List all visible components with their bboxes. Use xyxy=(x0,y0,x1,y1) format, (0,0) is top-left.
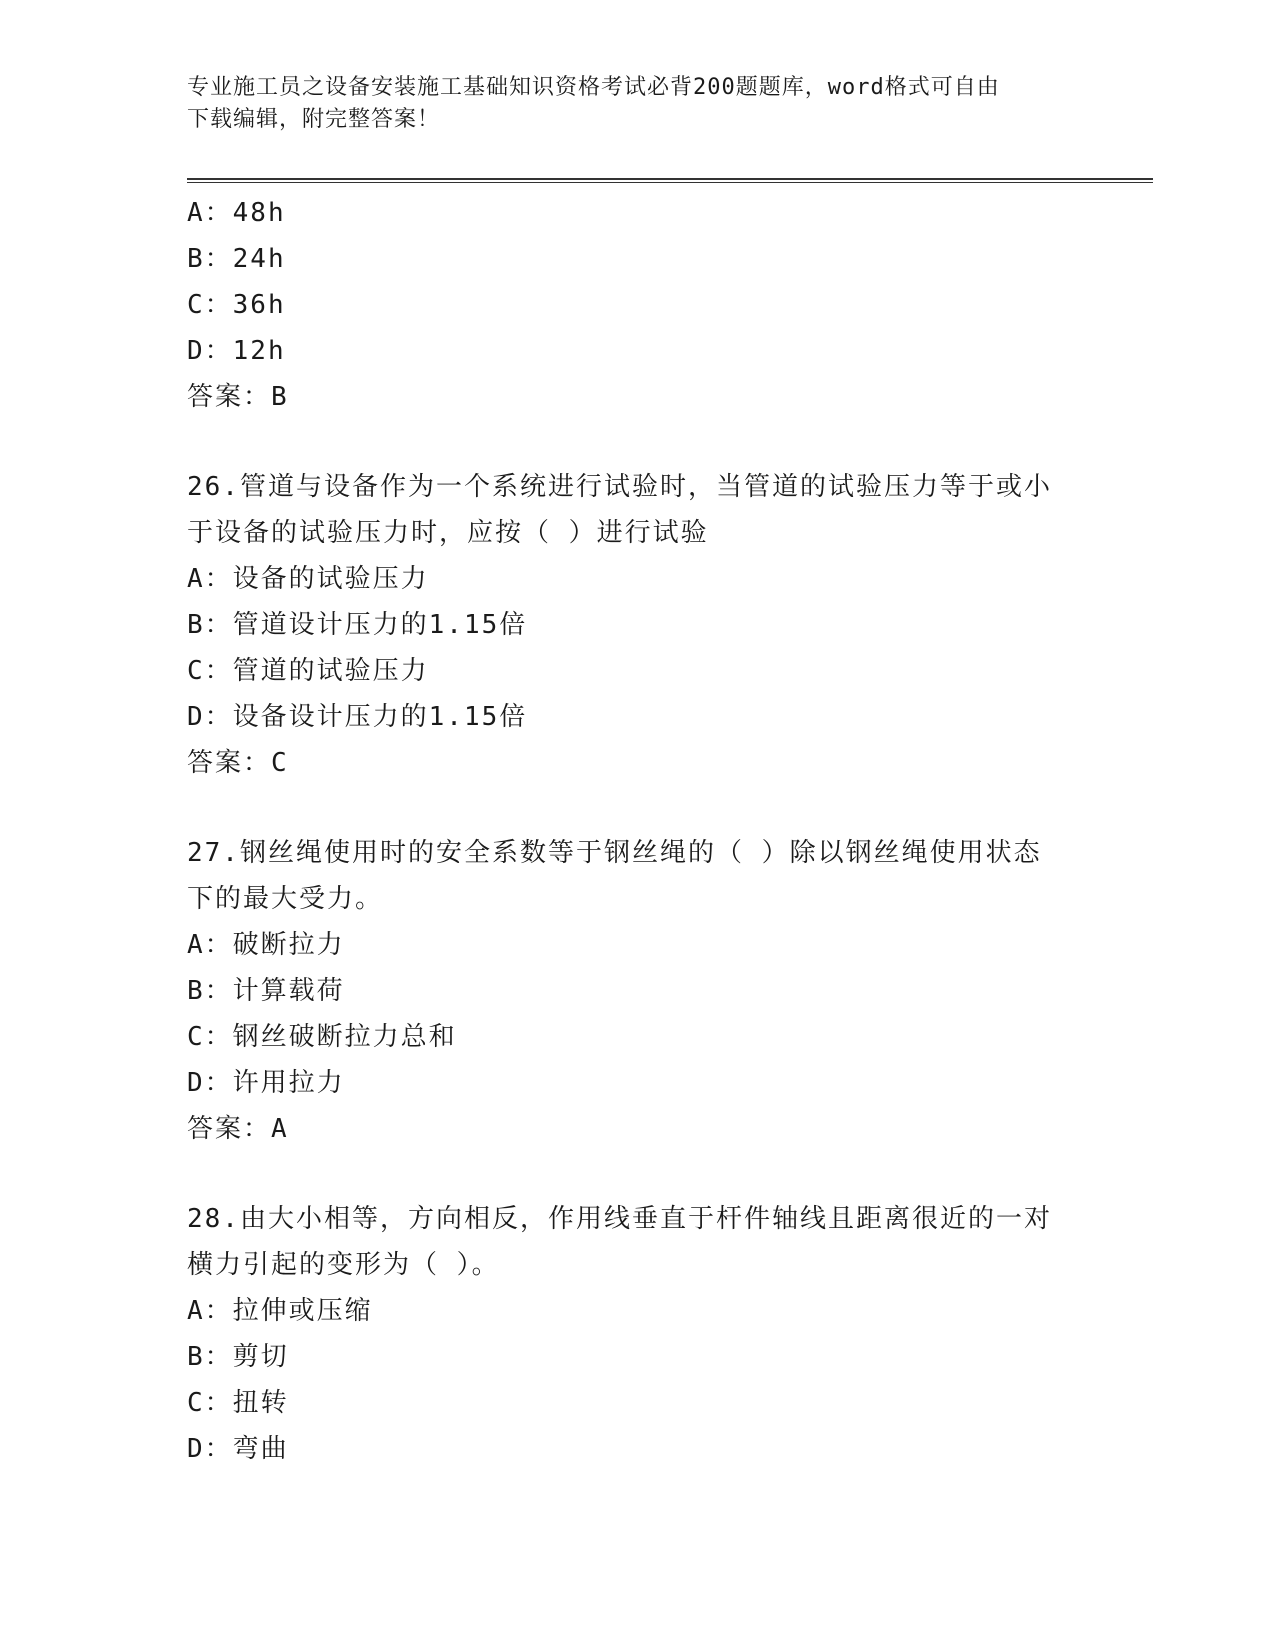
option-d: D：弯曲 xyxy=(187,1434,289,1464)
page-header xyxy=(187,72,1067,136)
option-a: A：拉伸或压缩 xyxy=(187,1296,373,1326)
header-divider xyxy=(187,178,1153,183)
option-b: B：24h xyxy=(187,244,286,274)
answer-line: 答案：A xyxy=(187,1114,289,1144)
question-27 xyxy=(187,830,1087,1152)
option-d: D：12h xyxy=(187,336,286,366)
question-stem-line-1: 26.管道与设备作为一个系统进行试验时，当管道的试验压力等于或小 xyxy=(187,472,1052,502)
option-c: C：钢丝破断拉力总和 xyxy=(187,1022,457,1052)
option-a: A：破断拉力 xyxy=(187,930,345,960)
option-c: C：扭转 xyxy=(187,1388,289,1418)
header-line-1: 专业施工员之设备安装施工基础知识资格考试必背200题题库，word格式可自由 xyxy=(187,75,1000,100)
spacer xyxy=(187,786,1087,830)
option-c: C：36h xyxy=(187,290,286,320)
option-b: B：管道设计压力的1.15倍 xyxy=(187,610,528,640)
option-a: A：48h xyxy=(187,198,286,228)
question-28 xyxy=(187,1196,1087,1472)
question-stem-line-2: 于设备的试验压力时，应按（ ）进行试验 xyxy=(187,518,709,548)
spacer xyxy=(187,420,1087,464)
header-line-2: 下载编辑，附完整答案！ xyxy=(187,107,441,132)
question-stem-line-1: 28.由大小相等，方向相反，作用线垂直于杆件轴线且距离很近的一对 xyxy=(187,1204,1052,1234)
option-d: D：许用拉力 xyxy=(187,1068,345,1098)
answer-line: 答案：C xyxy=(187,748,289,778)
spacer xyxy=(187,1152,1087,1196)
question-list xyxy=(187,190,1087,1472)
option-b: B：剪切 xyxy=(187,1342,289,1372)
question-26 xyxy=(187,464,1087,786)
option-d: D：设备设计压力的1.15倍 xyxy=(187,702,528,732)
answer-line: 答案：B xyxy=(187,382,289,412)
option-b: B：计算载荷 xyxy=(187,976,345,1006)
question-25 xyxy=(187,190,1087,420)
question-stem-line-2: 下的最大受力。 xyxy=(187,884,384,914)
question-stem-line-1: 27.钢丝绳使用时的安全系数等于钢丝绳的（ ）除以钢丝绳使用状态 xyxy=(187,838,1042,868)
option-a: A：设备的试验压力 xyxy=(187,564,429,594)
question-stem-line-2: 横力引起的变形为（ ）。 xyxy=(187,1250,500,1280)
option-c: C：管道的试验压力 xyxy=(187,656,429,686)
